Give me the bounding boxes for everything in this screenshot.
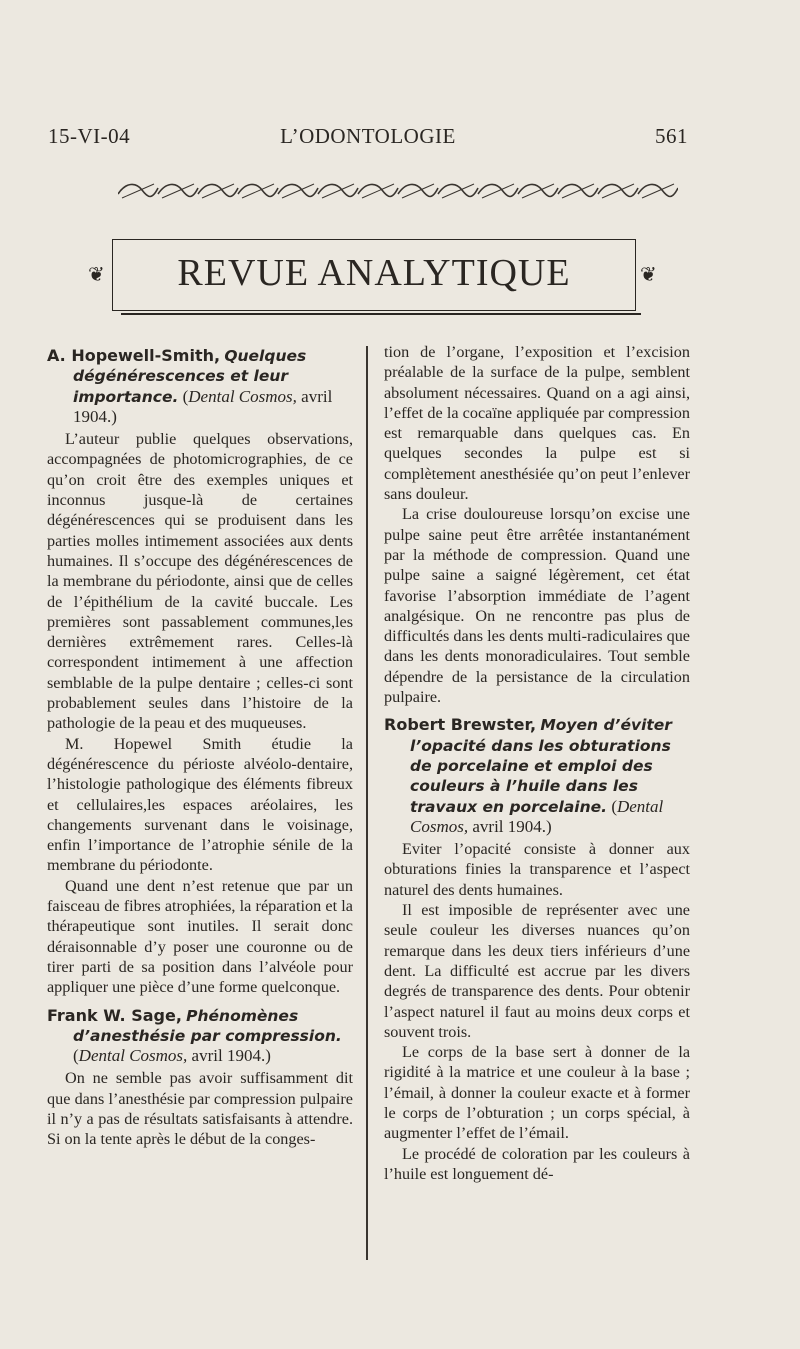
entry-source: Dental Cosmos,	[188, 386, 297, 406]
paragraph-continuation: tion de l’organe, l’exposition et l’excision préalable de la surface de la pulpe, semblent absolument nécessaires. Quand on a agi ainsi, l’effet de la cocaïne appliquée par compression est remarquable dans quelques cas. En quelques secondes la pulpe est si complètement anesthésiée qu’on peut l’enlever sans douleur.	[384, 343, 690, 504]
page-number: 561	[655, 124, 688, 148]
entry-title: Moyen d’éviter l’opacité dans les obturations de porcelaine et emploi des couleurs à l’huile dans les travaux en porcelaine.	[410, 716, 672, 816]
entry-author: A. Hopewell-Smith,	[47, 346, 221, 365]
right-column	[384, 342, 690, 1184]
entry-author: Robert Brewster,	[384, 715, 537, 735]
paragraph: Il est imposible de représenter avec une seule couleur les diverses nuances qu’on remarque dans les deux tiers inférieurs d’une dent. La difficulté est accrue par les divers degrés de transparence des dents. Pour obtenir l’aspect naturel il faut au moins deux corps et souvent trois.	[384, 901, 690, 1041]
entry-author: Frank W. Sage,	[47, 1005, 182, 1025]
running-head	[48, 124, 688, 156]
paragraph: Le corps de la base sert à donner de la rigidité à la matrice et une couleur à la base ; l’émail, à donner la couleur exacte et à former le corps de l’obturation ; un corps spécial, à augmenter l’effet de l’émail.	[384, 1043, 690, 1143]
journal-title: L’ODONTOLOGIE	[280, 124, 456, 148]
paragraph: M. Hopewel Smith étudie la dégénérescence du périoste alvéolo-dentaire, l’histologie pathologique des éléments fibreux et cellulaires,les espaces aréolaires, les changements survenant dans le voisinage, enfin l’importance de l’atrophie sénile de la membrane du périodonte.	[47, 734, 353, 875]
entry-source: Dental Cosmos,	[78, 1046, 188, 1066]
paragraph: La crise douloureuse lorsqu’on excise une pulpe saine peut être arrêtée instantanément par la méthode de compression. Quand une pulpe saine a saigné légèrement, cet état favorise l’absorption immédiate de l’agent analgésique. On ne rencontre pas plus de difficultés dans les dents multi-radiculaires que dans les dents monoradiculaires. Tout semble dépendre de la persistance de la circulation pulpaire.	[384, 505, 690, 707]
entry-title: Quelques dégénérescences et leur importance.	[73, 347, 307, 406]
entry-source: Dental Cosmos,	[410, 796, 664, 836]
paragraph: L’auteur publie quelques observations, accompagnées de photomicrographies, de ce qu’on croit être des exemples uniques et inconnus jusque-là de certaines dégénérescences qui se produisent dans les parties molles intimement associées aux dents humaines. Il s’occupe des dégénérescences de la membrane du périodonte, ainsi que de celles de l’épithélium de la cavité buccale. Les premières sont passablement communes,les dernières extrêmement rares. Celles-là correspondent intimement à une affection semblable de la pulpe dentaire ; celles-ci sont probablement seules dans l’histoire de la pathologie de la peau et des muqueuses.	[47, 430, 353, 733]
paragraph: Quand une dent n’est retenue que par un faisceau de fibres atrophiées, la réparation et la thérapeutique sont inutiles. Il serait donc déraisonnable d’y poser une couronne ou de tirer parti de sa position dans l’alvéole pour appliquer une pièce d’une forme quelconque.	[47, 876, 353, 997]
issue-date: 15-VI-04	[48, 124, 131, 148]
left-column	[47, 342, 353, 1150]
entry-date: avril 1904.)	[73, 386, 333, 426]
fleuron-left-icon: ❦	[88, 264, 105, 286]
entry-heading: Frank W. Sage, Phénomènes d’anesthésie par compression. (Dental Cosmos, avril 1904.)	[47, 1005, 342, 1066]
section-title: REVUE ANALYTIQUE	[177, 252, 571, 294]
entry-date: avril 1904.)	[472, 816, 552, 836]
fleuron-right-icon: ❦	[640, 264, 657, 286]
entry-date: avril 1904.)	[191, 1046, 271, 1066]
entry-heading: Robert Brewster, Moyen d’éviter l’opacité dans les obturations de porcelaine et emploi des couleurs à l’huile dans les travaux en porcelaine. (Dental Cosmos, avril 1904.)	[384, 715, 672, 836]
paragraph: Le procédé de coloration par les couleurs à l’huile est longuement dé-	[384, 1144, 690, 1183]
paragraph: On ne semble pas avoir suffisamment dit que dans l’anesthésie par compression pulpaire il n’y a pas de résultats satisfaisants à attendre. Si on la tente après le début de la conges-	[47, 1069, 353, 1149]
paragraph: Eviter l’opacité consiste à donner aux obturations finies la transparence et l’aspect naturel des dents humaines.	[384, 840, 690, 899]
decorative-rule	[118, 180, 678, 202]
entry-title: Phénomènes d’anesthésie par compression.	[73, 1006, 342, 1045]
entry-heading: A. Hopewell-Smith, Quelques dégénérescences et leur importance. (Dental Cosmos, avril 1904.)	[47, 346, 333, 426]
column-divider	[366, 346, 368, 1260]
